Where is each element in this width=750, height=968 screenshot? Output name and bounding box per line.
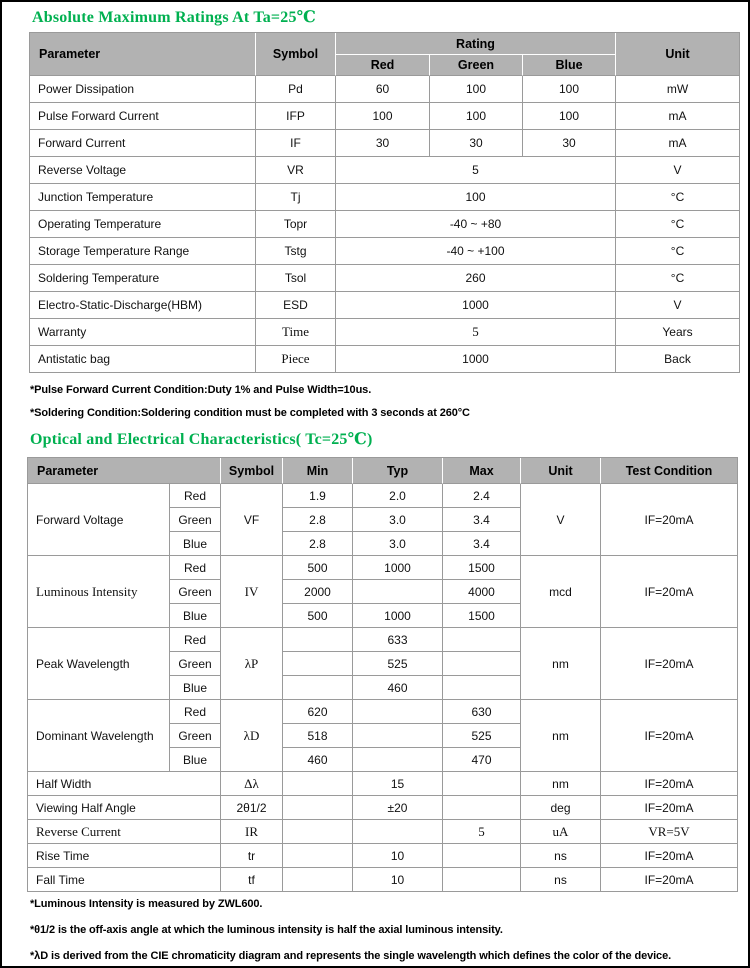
table-row bbox=[30, 346, 740, 373]
table-row bbox=[28, 556, 738, 580]
min-value-cell: 518 bbox=[283, 724, 353, 748]
typ-value-cell bbox=[353, 724, 443, 748]
unit-cell: V bbox=[521, 484, 601, 556]
table-row bbox=[30, 211, 740, 238]
test-condition-cell: IF=20mA bbox=[601, 484, 738, 556]
typ-value-cell: 1000 bbox=[353, 556, 443, 580]
column-header-blue: Blue bbox=[523, 55, 616, 76]
footnote-line: *Pulse Forward Current Condition:Duty 1% and Pulse Width=10us. bbox=[30, 384, 372, 396]
min-value-cell bbox=[283, 652, 353, 676]
unit-cell: nm bbox=[521, 700, 601, 772]
symbol-cell: 2θ1/2 bbox=[221, 796, 283, 820]
table-row bbox=[30, 319, 740, 346]
parameter-cell: Peak Wavelength bbox=[28, 628, 170, 700]
typ-value-cell: 10 bbox=[353, 844, 443, 868]
rating-value-cell: 100 bbox=[430, 76, 523, 103]
table-row bbox=[28, 484, 738, 508]
rating-value-cell: 100 bbox=[336, 103, 430, 130]
color-cell: Green bbox=[170, 580, 221, 604]
table-row bbox=[30, 157, 740, 184]
table-row bbox=[30, 265, 740, 292]
optical-electrical-characteristics-title: Optical and Electrical Characteristics( Tc=25℃) bbox=[30, 431, 373, 448]
max-value-cell bbox=[443, 844, 521, 868]
rating-value-cell: 100 bbox=[336, 184, 616, 211]
color-cell: Red bbox=[170, 700, 221, 724]
unit-cell: ns bbox=[521, 844, 601, 868]
parameter-cell: Reverse Voltage bbox=[30, 157, 256, 184]
symbol-cell: λP bbox=[221, 628, 283, 700]
rating-value-cell: 30 bbox=[336, 130, 430, 157]
test-condition-cell: IF=20mA bbox=[601, 796, 738, 820]
typ-value-cell: 1000 bbox=[353, 604, 443, 628]
typ-value-cell: 15 bbox=[353, 772, 443, 796]
max-value-cell: 2.4 bbox=[443, 484, 521, 508]
test-condition-cell: IF=20mA bbox=[601, 556, 738, 628]
max-value-cell: 3.4 bbox=[443, 508, 521, 532]
typ-value-cell: 633 bbox=[353, 628, 443, 652]
test-condition-cell: IF=20mA bbox=[601, 844, 738, 868]
typ-value-cell: 3.0 bbox=[353, 532, 443, 556]
table-row bbox=[28, 772, 738, 796]
min-value-cell bbox=[283, 796, 353, 820]
max-value-cell bbox=[443, 772, 521, 796]
color-cell: Blue bbox=[170, 748, 221, 772]
color-cell: Green bbox=[170, 508, 221, 532]
symbol-cell: tr bbox=[221, 844, 283, 868]
symbol-cell: IV bbox=[221, 556, 283, 628]
typ-value-cell bbox=[353, 748, 443, 772]
typ-value-cell bbox=[353, 700, 443, 724]
parameter-cell: Junction Temperature bbox=[30, 184, 256, 211]
test-condition-cell: IF=20mA bbox=[601, 772, 738, 796]
min-value-cell bbox=[283, 628, 353, 652]
table-row bbox=[28, 844, 738, 868]
color-cell: Blue bbox=[170, 604, 221, 628]
min-value-cell: 2.8 bbox=[283, 508, 353, 532]
typ-value-cell: 3.0 bbox=[353, 508, 443, 532]
test-condition-cell: IF=20mA bbox=[601, 628, 738, 700]
parameter-cell: Pulse Forward Current bbox=[30, 103, 256, 130]
max-value-cell bbox=[443, 652, 521, 676]
max-value-cell: 5 bbox=[443, 820, 521, 844]
rating-value-cell: 5 bbox=[336, 319, 616, 346]
min-value-cell: 500 bbox=[283, 604, 353, 628]
unit-cell: uA bbox=[521, 820, 601, 844]
column-header-unit: Unit bbox=[616, 33, 740, 76]
parameter-cell: Warranty bbox=[30, 319, 256, 346]
table-row bbox=[28, 868, 738, 892]
table-row bbox=[28, 796, 738, 820]
symbol-cell: Time bbox=[256, 319, 336, 346]
column-header-symbol: Symbol bbox=[221, 458, 283, 484]
symbol-cell: IF bbox=[256, 130, 336, 157]
unit-cell: nm bbox=[521, 628, 601, 700]
min-value-cell: 500 bbox=[283, 556, 353, 580]
max-value-cell bbox=[443, 628, 521, 652]
table-row bbox=[30, 184, 740, 211]
color-cell: Blue bbox=[170, 532, 221, 556]
unit-cell: V bbox=[616, 157, 740, 184]
parameter-cell: Forward Voltage bbox=[28, 484, 170, 556]
color-cell: Green bbox=[170, 724, 221, 748]
min-value-cell: 1.9 bbox=[283, 484, 353, 508]
rating-value-cell: 1000 bbox=[336, 292, 616, 319]
rating-value-cell: 100 bbox=[523, 76, 616, 103]
absolute-maximum-ratings-title: Absolute Maximum Ratings At Ta=25℃ bbox=[32, 9, 317, 26]
parameter-cell: Luminous Intensity bbox=[28, 556, 170, 628]
table-row bbox=[30, 238, 740, 265]
parameter-cell: Fall Time bbox=[28, 868, 221, 892]
parameter-cell: Rise Time bbox=[28, 844, 221, 868]
typ-value-cell: ±20 bbox=[353, 796, 443, 820]
symbol-cell: Pd bbox=[256, 76, 336, 103]
test-condition-cell: IF=20mA bbox=[601, 700, 738, 772]
symbol-cell: Piece bbox=[256, 346, 336, 373]
column-header-unit: Unit bbox=[521, 458, 601, 484]
parameter-cell: Half Width bbox=[28, 772, 221, 796]
symbol-cell: IR bbox=[221, 820, 283, 844]
table-header-row bbox=[28, 458, 738, 484]
parameter-cell: Forward Current bbox=[30, 130, 256, 157]
typ-value-cell: 460 bbox=[353, 676, 443, 700]
unit-cell: mA bbox=[616, 103, 740, 130]
max-value-cell bbox=[443, 868, 521, 892]
table-row bbox=[30, 292, 740, 319]
column-header-symbol: Symbol bbox=[256, 33, 336, 76]
max-value-cell: 3.4 bbox=[443, 532, 521, 556]
symbol-cell: Topr bbox=[256, 211, 336, 238]
unit-cell: °C bbox=[616, 265, 740, 292]
rating-value-cell: 100 bbox=[430, 103, 523, 130]
footnote-line: *Soldering Condition:Soldering condition must be completed with 3 seconds at 260°C bbox=[30, 407, 470, 419]
max-value-cell: 470 bbox=[443, 748, 521, 772]
typ-value-cell: 2.0 bbox=[353, 484, 443, 508]
rating-value-cell: 30 bbox=[523, 130, 616, 157]
table-row bbox=[28, 820, 738, 844]
ratings-footnotes bbox=[30, 379, 470, 425]
parameter-cell: Storage Temperature Range bbox=[30, 238, 256, 265]
min-value-cell: 460 bbox=[283, 748, 353, 772]
column-header-typ: Typ bbox=[353, 458, 443, 484]
max-value-cell bbox=[443, 676, 521, 700]
rating-value-cell: 260 bbox=[336, 265, 616, 292]
typ-value-cell bbox=[353, 820, 443, 844]
column-header-max: Max bbox=[443, 458, 521, 484]
footnote-line: *λD is derived from the CIE chromaticity diagram and represents the single wavelength which defines the color of the device. bbox=[30, 950, 672, 962]
min-value-cell: 2.8 bbox=[283, 532, 353, 556]
rating-value-cell: -40 ~ +100 bbox=[336, 238, 616, 265]
rating-value-cell: 60 bbox=[336, 76, 430, 103]
min-value-cell bbox=[283, 820, 353, 844]
footnote-line: *θ1/2 is the off-axis angle at which the luminous intensity is half the axial luminous intensity. bbox=[30, 924, 503, 936]
symbol-cell: λD bbox=[221, 700, 283, 772]
column-header-parameter: Parameter bbox=[28, 458, 221, 484]
unit-cell: deg bbox=[521, 796, 601, 820]
max-value-cell bbox=[443, 796, 521, 820]
unit-cell: °C bbox=[616, 211, 740, 238]
color-cell: Blue bbox=[170, 676, 221, 700]
table-row bbox=[30, 76, 740, 103]
column-header-test-condition: Test Condition bbox=[601, 458, 738, 484]
optical-electrical-characteristics-table bbox=[27, 457, 738, 892]
symbol-cell: ESD bbox=[256, 292, 336, 319]
symbol-cell: tf bbox=[221, 868, 283, 892]
parameter-cell: Antistatic bag bbox=[30, 346, 256, 373]
unit-cell: ns bbox=[521, 868, 601, 892]
rating-value-cell: 5 bbox=[336, 157, 616, 184]
color-cell: Green bbox=[170, 652, 221, 676]
table-header-row bbox=[30, 33, 740, 55]
parameter-cell: Power Dissipation bbox=[30, 76, 256, 103]
unit-cell: mcd bbox=[521, 556, 601, 628]
test-condition-cell: VR=5V bbox=[601, 820, 738, 844]
symbol-cell: Tsol bbox=[256, 265, 336, 292]
min-value-cell bbox=[283, 772, 353, 796]
unit-cell: °C bbox=[616, 184, 740, 211]
unit-cell: mA bbox=[616, 130, 740, 157]
symbol-cell: VF bbox=[221, 484, 283, 556]
parameter-cell: Soldering Temperature bbox=[30, 265, 256, 292]
test-condition-cell: IF=20mA bbox=[601, 868, 738, 892]
unit-cell: °C bbox=[616, 238, 740, 265]
max-value-cell: 525 bbox=[443, 724, 521, 748]
min-value-cell bbox=[283, 844, 353, 868]
unit-cell: mW bbox=[616, 76, 740, 103]
color-cell: Red bbox=[170, 628, 221, 652]
table-row bbox=[28, 628, 738, 652]
typ-value-cell: 10 bbox=[353, 868, 443, 892]
min-value-cell: 2000 bbox=[283, 580, 353, 604]
rating-value-cell: 1000 bbox=[336, 346, 616, 373]
column-header-parameter: Parameter bbox=[30, 33, 256, 76]
max-value-cell: 4000 bbox=[443, 580, 521, 604]
parameter-cell: Electro-Static-Discharge(HBM) bbox=[30, 292, 256, 319]
table-row bbox=[30, 103, 740, 130]
unit-cell: Back bbox=[616, 346, 740, 373]
parameter-cell: Dominant Wavelength bbox=[28, 700, 170, 772]
typ-value-cell: 525 bbox=[353, 652, 443, 676]
unit-cell: nm bbox=[521, 772, 601, 796]
column-header-min: Min bbox=[283, 458, 353, 484]
symbol-cell: IFP bbox=[256, 103, 336, 130]
unit-cell: Years bbox=[616, 319, 740, 346]
column-header-rating: Rating bbox=[336, 33, 616, 55]
color-cell: Red bbox=[170, 556, 221, 580]
unit-cell: V bbox=[616, 292, 740, 319]
rating-value-cell: 30 bbox=[430, 130, 523, 157]
parameter-cell: Reverse Current bbox=[28, 820, 221, 844]
color-cell: Red bbox=[170, 484, 221, 508]
symbol-cell: Δλ bbox=[221, 772, 283, 796]
footnote-line: *Luminous Intensity is measured by ZWL600. bbox=[30, 898, 263, 910]
column-header-green: Green bbox=[430, 55, 523, 76]
min-value-cell bbox=[283, 676, 353, 700]
min-value-cell bbox=[283, 868, 353, 892]
symbol-cell: Tstg bbox=[256, 238, 336, 265]
table-row bbox=[30, 130, 740, 157]
characteristics-footnotes bbox=[30, 891, 671, 968]
rating-value-cell: 100 bbox=[523, 103, 616, 130]
symbol-cell: Tj bbox=[256, 184, 336, 211]
table-row bbox=[28, 700, 738, 724]
max-value-cell: 1500 bbox=[443, 604, 521, 628]
rating-value-cell: -40 ~ +80 bbox=[336, 211, 616, 238]
max-value-cell: 1500 bbox=[443, 556, 521, 580]
parameter-cell: Viewing Half Angle bbox=[28, 796, 221, 820]
symbol-cell: VR bbox=[256, 157, 336, 184]
column-header-red: Red bbox=[336, 55, 430, 76]
max-value-cell: 630 bbox=[443, 700, 521, 724]
parameter-cell: Operating Temperature bbox=[30, 211, 256, 238]
min-value-cell: 620 bbox=[283, 700, 353, 724]
absolute-maximum-ratings-table bbox=[29, 32, 740, 373]
typ-value-cell bbox=[353, 580, 443, 604]
